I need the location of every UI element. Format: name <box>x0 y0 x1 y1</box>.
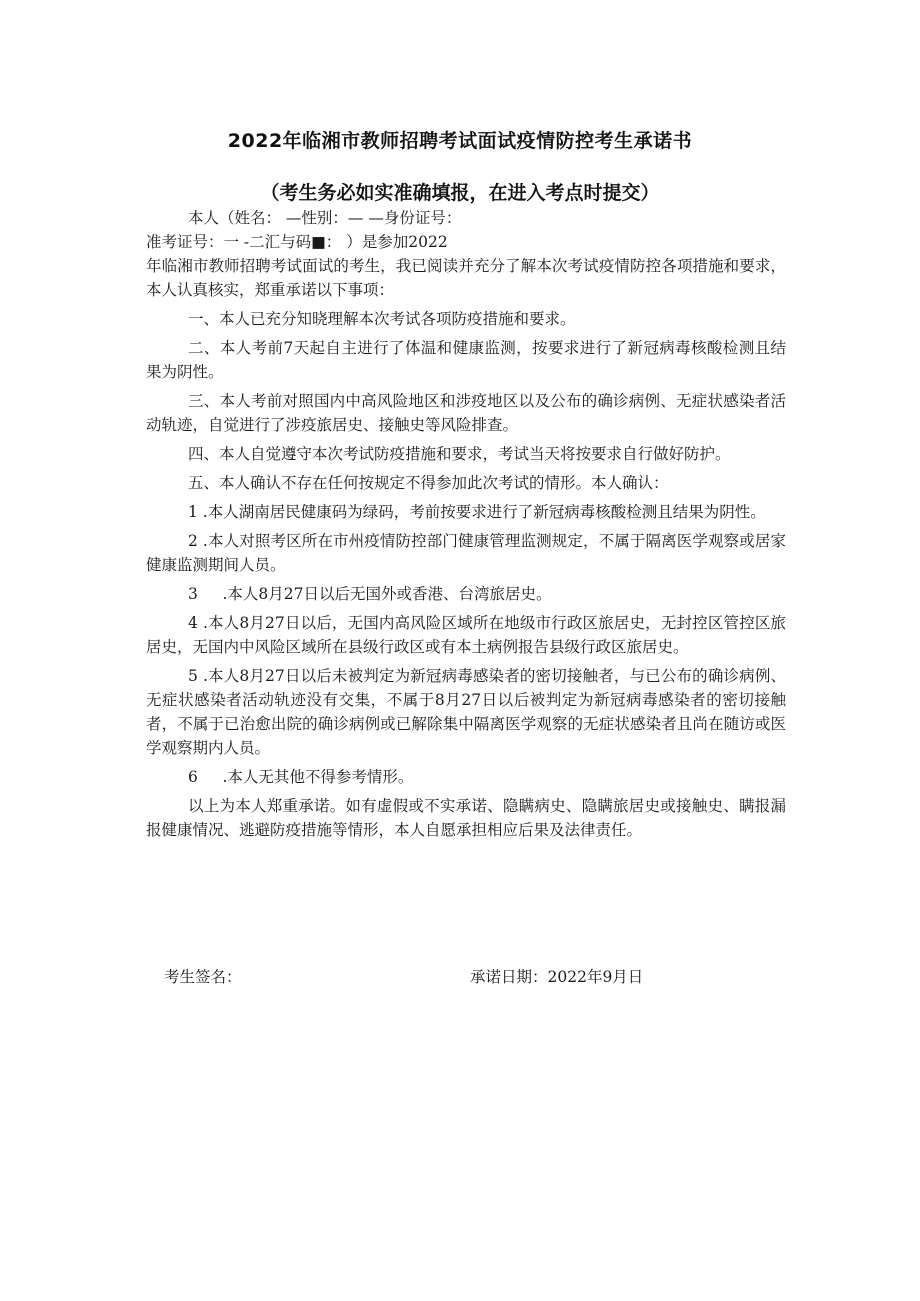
confirmation-item-2: 2 .本人对照考区所在市州疫情防控部门健康管理监测规定，不属于隔离医学观察或居家健康监测期间人员。 <box>146 532 786 574</box>
closing-statement: 以上为本人郑重承诺。如有虚假或不实承诺、隐瞒病史、隐瞒旅居史或接触史、瞒报漏报健康情况、逃避防疫措施等情形，本人自愿承担相应后果及法律责任。 <box>146 797 786 839</box>
confirmation-item-1: 1 .本人湖南居民健康码为绿码，考前按要求进行了新冠病毒核酸检测且结果为阴性。 <box>188 503 766 521</box>
intro-paragraph: 年临湘市教师招聘考试面试的考生，我已阅读并充分了解本次考试疫情防控各项措施和要求，本人认真核实，郑重承诺以下事项： <box>146 257 786 299</box>
commitment-item-2: 二、本人考前7天起自主进行了体温和健康监测，按要求进行了新冠病毒核酸检测且结果为阴性。 <box>146 339 786 381</box>
commitment-item-4: 四、本人自觉遵守本次考试防疫措施和要求，考试当天将按要求自行做好防护。 <box>188 445 731 463</box>
document-title: 2022年临湘市教师招聘考试面试疫情防控考生承诺书 <box>227 130 693 152</box>
signature-label: 考生签名： <box>164 968 242 986</box>
document-subtitle: （考生务必如实准确填报，在进入考点时提交） <box>260 182 660 204</box>
header-line-name: 本人（姓名： —性别：— —身份证号： <box>188 209 462 227</box>
commitment-item-3: 三、本人考前对照国内中高风险地区和涉疫地区以及公布的确诊病例、无症状感染者活动轨迹，自觉进行了涉疫旅居史、接触史等风险排查。 <box>146 392 786 434</box>
commitment-date: 承诺日期：2022年9月日 <box>470 968 644 986</box>
commitment-item-1: 一、本人已充分知晓理解本次考试各项防疫措施和要求。 <box>188 310 576 328</box>
confirmation-item-3: 3 .本人8月27日以后无国外或香港、台湾旅居史。 <box>188 585 552 603</box>
header-line-exam-number: 准考证号：一 -二汇与码■： ）是参加2022 <box>146 233 448 251</box>
confirmation-item-5: 5 .本人8月27日以后未被判定为新冠病毒感染者的密切接触者，与已公布的确诊病例、无症状感染者活动轨迹没有交集，不属于8月27日以后被判定为新冠病毒感染者的密切接触者，不属于已治愈出院的确诊病例或已解除集中隔离医学观察的无症状感染者且尚在随访或医学观察期内人员。 <box>146 667 786 757</box>
confirmation-item-6: 6 .本人无其他不得参考情形。 <box>188 768 414 786</box>
commitment-item-5: 五、本人确认不存在任何按规定不得参加此次考试的情形。本人确认： <box>188 474 669 492</box>
document-body <box>146 206 786 842</box>
confirmation-item-4: 4 .本人8月27日以后，无国内高风险区域所在地级市行政区旅居史，无封控区管控区旅居史，无国内中风险区域所在县级行政区或有本土病例报告县级行政区旅居史。 <box>146 614 786 656</box>
